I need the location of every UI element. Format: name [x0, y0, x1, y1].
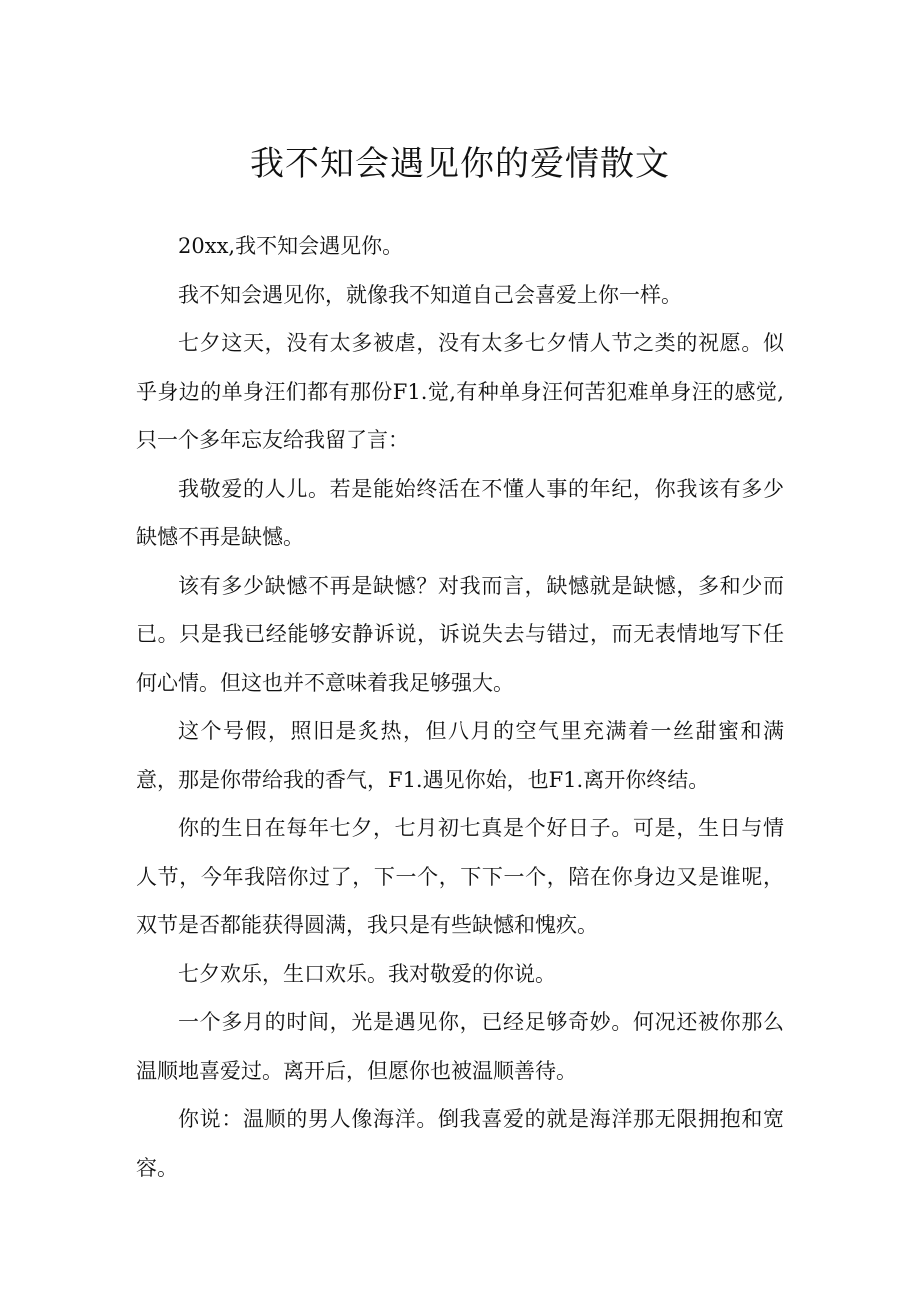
document-body	[136, 222, 784, 1192]
paragraph: 你说：温顺的男人像海洋。倒我喜爱的就是海洋那无限拥抱和宽容。	[136, 1107, 784, 1180]
paragraph: 该有多少缺憾不再是缺憾？对我而言，缺憾就是缺憾，多和少而已。只是我已经能够安静诉说，诉说失去与错过，而无表情地写下任何心情。但这也并不意味着我足够强大。	[136, 573, 784, 695]
paragraph: 七夕这天，没有太多被虐，没有太多七夕情人节之类的祝愿。似乎身边的单身汪们都有那份F1.觉,有种单身汪何苦犯难单身汪的感觉,只一个多年忘友给我留了言：	[136, 331, 784, 452]
paragraph: 我敬爱的人儿。若是能始终活在不懂人事的年纪，你我该有多少缺憾不再是缺憾。	[136, 476, 784, 549]
document-title: 我不知会遇见你的爱情散文	[250, 144, 670, 184]
paragraph: 20xx,我不知会遇见你。	[178, 234, 404, 258]
paragraph: 我不知会遇见你，就像我不知道自己会喜爱上你一样。	[178, 282, 682, 307]
paragraph: 七夕欢乐，生口欢乐。我对敬爱的你说。	[178, 961, 556, 986]
paragraph: 你的生日在每年七夕，七月初七真是个好日子。可是，生日与情人节，今年我陪你过了，下一个，下下一个，陪在你身边又是谁呢，双节是否都能获得圆满，我只是有些缺憾和愧疚。	[136, 816, 784, 937]
paragraph: 一个多月的时间，光是遇见你，已经足够奇妙。何况还被你那么温顺地喜爱过。离开后，但愿你也被温顺善待。	[136, 1010, 784, 1083]
paragraph: 这个号假，照旧是炙热，但八月的空气里充满着一丝甜蜜和满意，那是你带给我的香气，F1.遇见你始，也F1.离开你终结。	[136, 719, 784, 792]
